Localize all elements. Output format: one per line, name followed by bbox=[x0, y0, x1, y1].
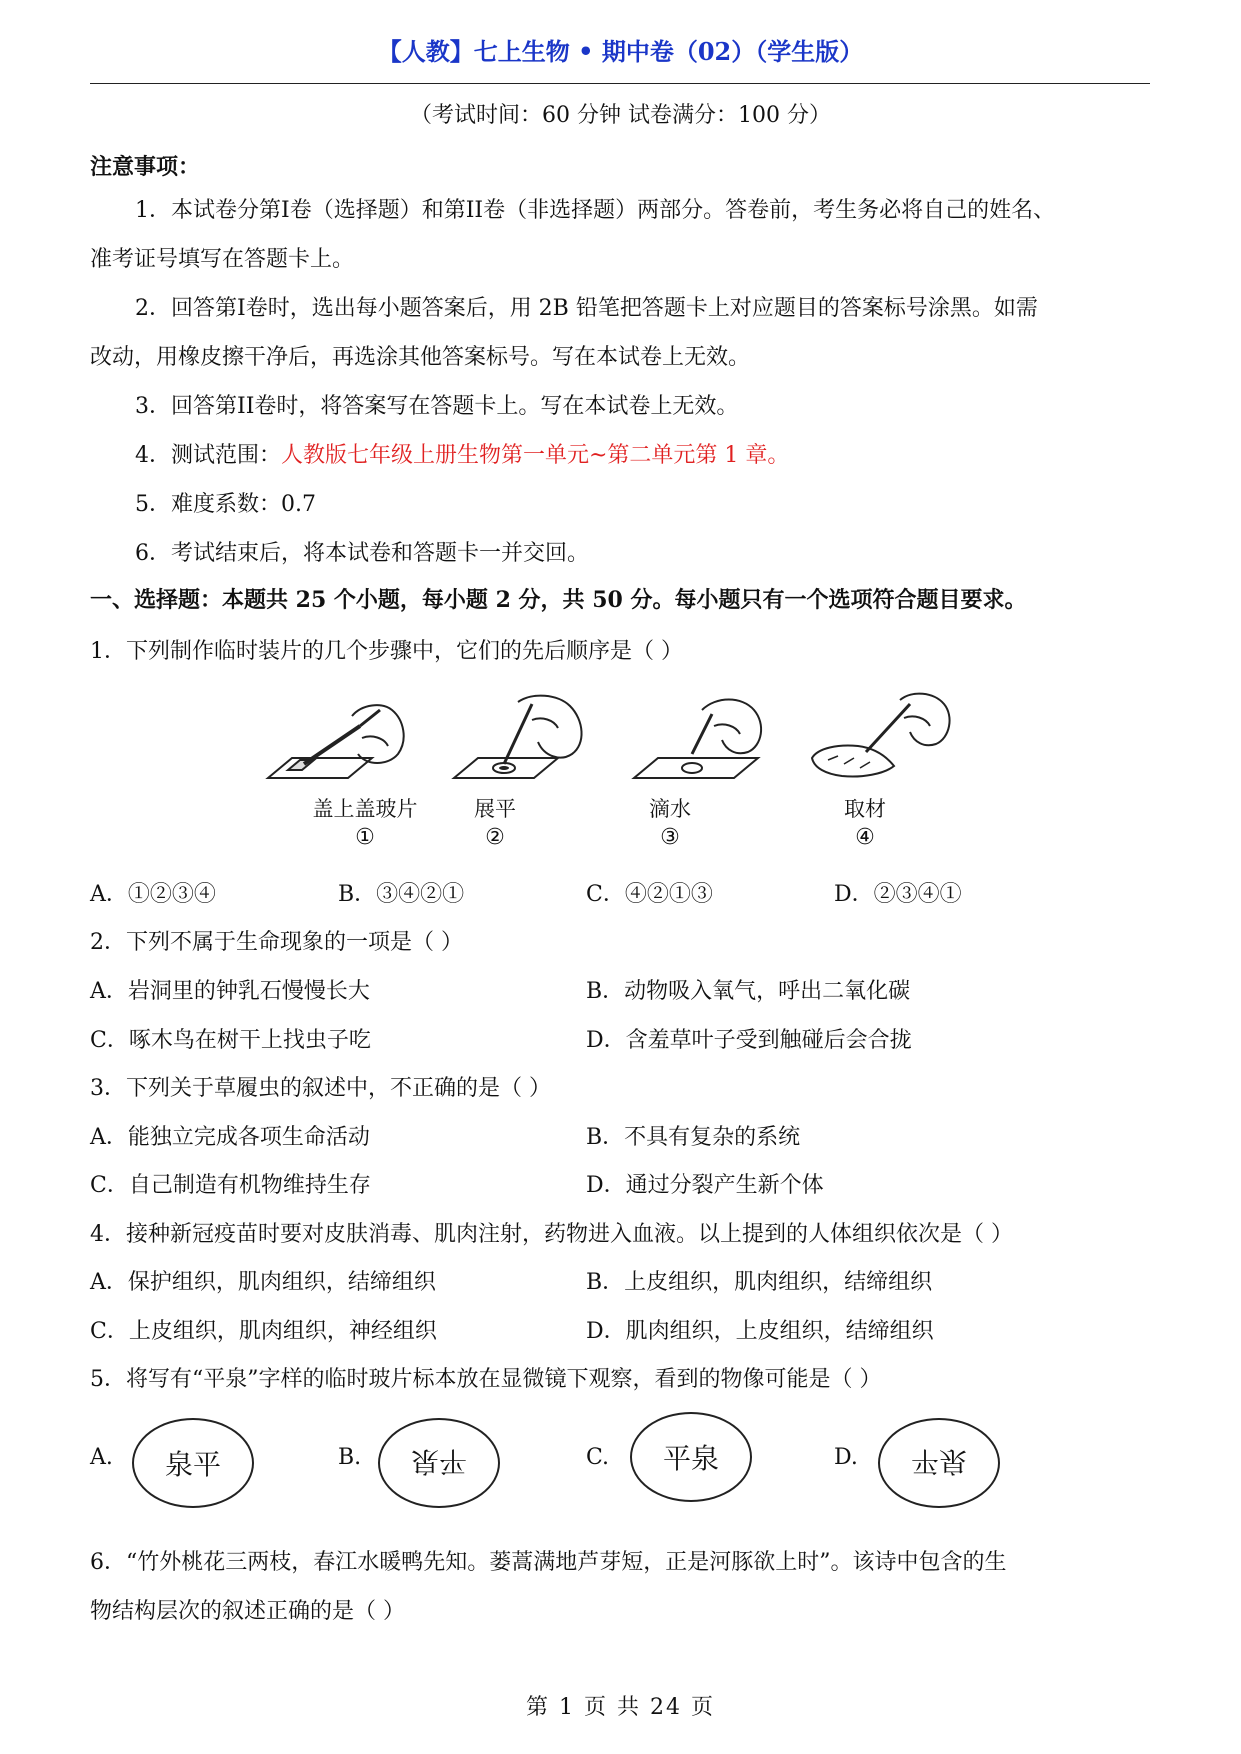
question-2-option-c[interactable]: C．啄木鸟在树干上找虫子吃 bbox=[90, 1028, 371, 1053]
question-1-option-b[interactable]: B．③④②① bbox=[338, 882, 465, 907]
question-1-option-a[interactable]: A．①②③④ bbox=[90, 882, 216, 907]
question-5-option-a-image[interactable] bbox=[132, 1418, 254, 1508]
notice-item-3 bbox=[90, 382, 1152, 431]
spread-sample-hand-icon bbox=[448, 690, 598, 786]
document-title: 【人教】七上生物 • 期中卷（02）（学生版） bbox=[377, 37, 864, 66]
figure-step-3-label: 滴水 bbox=[649, 797, 691, 821]
question-3-option-a[interactable]: A．能独立完成各项生命活动 bbox=[90, 1125, 370, 1150]
question-5-option-b-text: 平泉 bbox=[410, 1445, 467, 1478]
notice-item-6 bbox=[90, 529, 1152, 578]
figure-step-4-num: ④ bbox=[855, 825, 875, 850]
figure-step-2-label: 展平 bbox=[474, 797, 516, 821]
exam-info: （考试时间：60 分钟 试卷满分：100 分） bbox=[410, 103, 831, 128]
question-6-stem-line1: 6．“竹外桃花三两枝，春江水暖鸭先知。蒌蒿满地芦芽短，正是河豚欲上时”。该诗中包含的生 bbox=[90, 1550, 1007, 1575]
question-5-option-a-text: 泉平 bbox=[164, 1448, 221, 1481]
drop-water-hand-icon bbox=[628, 690, 778, 786]
notice-item-1-line1: 1．本试卷分第I卷（选择题）和第II卷（非选择题）两部分。答卷前，考生务必将自己的姓名、 bbox=[135, 198, 1056, 223]
question-5-option-d-text: 平泉 bbox=[910, 1445, 967, 1478]
question-5-option-d-letter[interactable]: D. bbox=[834, 1445, 858, 1470]
question-4-stem: 4．接种新冠疫苗时要对皮肤消毒、肌肉注射，药物进入血液。以上提到的人体组织依次是（ ） bbox=[90, 1222, 1013, 1247]
question-4-option-b[interactable]: B．上皮组织，肌肉组织，结缔组织 bbox=[586, 1270, 933, 1295]
question-4-option-d[interactable]: D．肌肉组织，上皮组织，结缔组织 bbox=[586, 1319, 934, 1344]
question-5-option-b-image[interactable] bbox=[378, 1418, 500, 1508]
figure-step-2-num: ② bbox=[485, 825, 505, 850]
notice-item-4 bbox=[90, 431, 1152, 480]
question-2-option-b[interactable]: B．动物吸入氧气，呼出二氧化碳 bbox=[586, 979, 911, 1004]
page-number: 第 1 页 共 24 页 bbox=[526, 1695, 715, 1720]
question-4-option-c[interactable]: C．上皮组织，肌肉组织，神经组织 bbox=[90, 1319, 437, 1344]
question-5-option-b-letter[interactable]: B. bbox=[338, 1445, 362, 1470]
question-1-option-c[interactable]: C．④②①③ bbox=[586, 882, 713, 907]
question-1-option-d[interactable]: D．②③④① bbox=[834, 882, 962, 907]
question-2-stem: 2．下列不属于生命现象的一项是（ ） bbox=[90, 930, 463, 955]
figure-step-1-label: 盖上盖玻片 bbox=[312, 797, 418, 821]
notice-item-4-prefix: 4．测试范围： bbox=[135, 443, 281, 468]
question-2-option-d[interactable]: D．含羞草叶子受到触碰后会合拢 bbox=[586, 1028, 912, 1053]
notice-item-2-line2: 改动，用橡皮擦干净后，再选涂其他答案标号。写在本试卷上无效。 bbox=[90, 345, 751, 370]
question-5-option-c-text: 平泉 bbox=[662, 1442, 719, 1475]
question-5-option-c-letter[interactable]: C. bbox=[586, 1445, 610, 1470]
notice-title: 注意事项： bbox=[90, 154, 201, 180]
question-6-stem-line2: 物结构层次的叙述正确的是（ ） bbox=[90, 1599, 405, 1624]
figure-step-1 bbox=[295, 793, 435, 850]
question-4-option-a[interactable]: A．保护组织，肌肉组织，结缔组织 bbox=[90, 1270, 436, 1295]
figure-step-3-num: ③ bbox=[660, 825, 680, 850]
question-2-option-a[interactable]: A．岩洞里的钟乳石慢慢长大 bbox=[90, 979, 370, 1004]
question-3-option-d[interactable]: D．通过分裂产生新个体 bbox=[586, 1173, 824, 1198]
notice-item-2-line1: 2．回答第I卷时，选出每小题答案后，用 2B 铅笔把答题卡上对应题目的答案标号涂黑。如需 bbox=[135, 296, 1038, 321]
notice-item-1-line2: 准考证号填写在答题卡上。 bbox=[90, 247, 355, 272]
notice-item-1 bbox=[90, 186, 1152, 284]
notice-item-5 bbox=[90, 480, 1152, 529]
coverslip-hand-icon bbox=[262, 696, 412, 786]
question-3-option-c[interactable]: C．自己制造有机物维持生存 bbox=[90, 1173, 371, 1198]
notice-item-2 bbox=[90, 284, 1152, 382]
take-sample-hand-icon bbox=[808, 686, 958, 786]
question-5-option-c-image[interactable] bbox=[630, 1412, 752, 1502]
question-5-stem: 5．将写有“平泉”字样的临时玻片标本放在显微镜下观察，看到的物像可能是（ ） bbox=[90, 1367, 882, 1392]
figure-step-2 bbox=[450, 793, 540, 850]
test-range: 人教版七年级上册生物第一单元~第二单元第 1 章。 bbox=[281, 443, 790, 468]
figure-step-4 bbox=[820, 793, 910, 850]
notice-item-3-text: 3．回答第II卷时，将答案写在答题卡上。写在本试卷上无效。 bbox=[135, 394, 739, 419]
notice-item-6-text: 6．考试结束后，将本试卷和答题卡一并交回。 bbox=[135, 541, 589, 566]
question-1-stem: 1．下列制作临时装片的几个步骤中，它们的先后顺序是（ ） bbox=[90, 639, 683, 664]
question-5-option-d-image[interactable] bbox=[878, 1418, 1000, 1508]
question-6-stem bbox=[90, 1538, 1152, 1636]
question-5-option-a-letter[interactable]: A. bbox=[90, 1445, 113, 1470]
notice-item-5-text: 5．难度系数：0.7 bbox=[135, 492, 316, 517]
question-3-stem: 3．下列关于草履虫的叙述中，不正确的是（ ） bbox=[90, 1076, 551, 1101]
section-heading: 一、选择题：本题共 25 个小题，每小题 2 分，共 50 分。每小题只有一个选项符合题目要求。 bbox=[90, 587, 1027, 613]
question-3-option-b[interactable]: B．不具有复杂的系统 bbox=[586, 1125, 801, 1150]
figure-step-1-num: ① bbox=[355, 825, 375, 850]
figure-step-3 bbox=[625, 793, 715, 850]
figure-step-4-label: 取材 bbox=[844, 797, 886, 821]
header-rule bbox=[90, 83, 1150, 84]
